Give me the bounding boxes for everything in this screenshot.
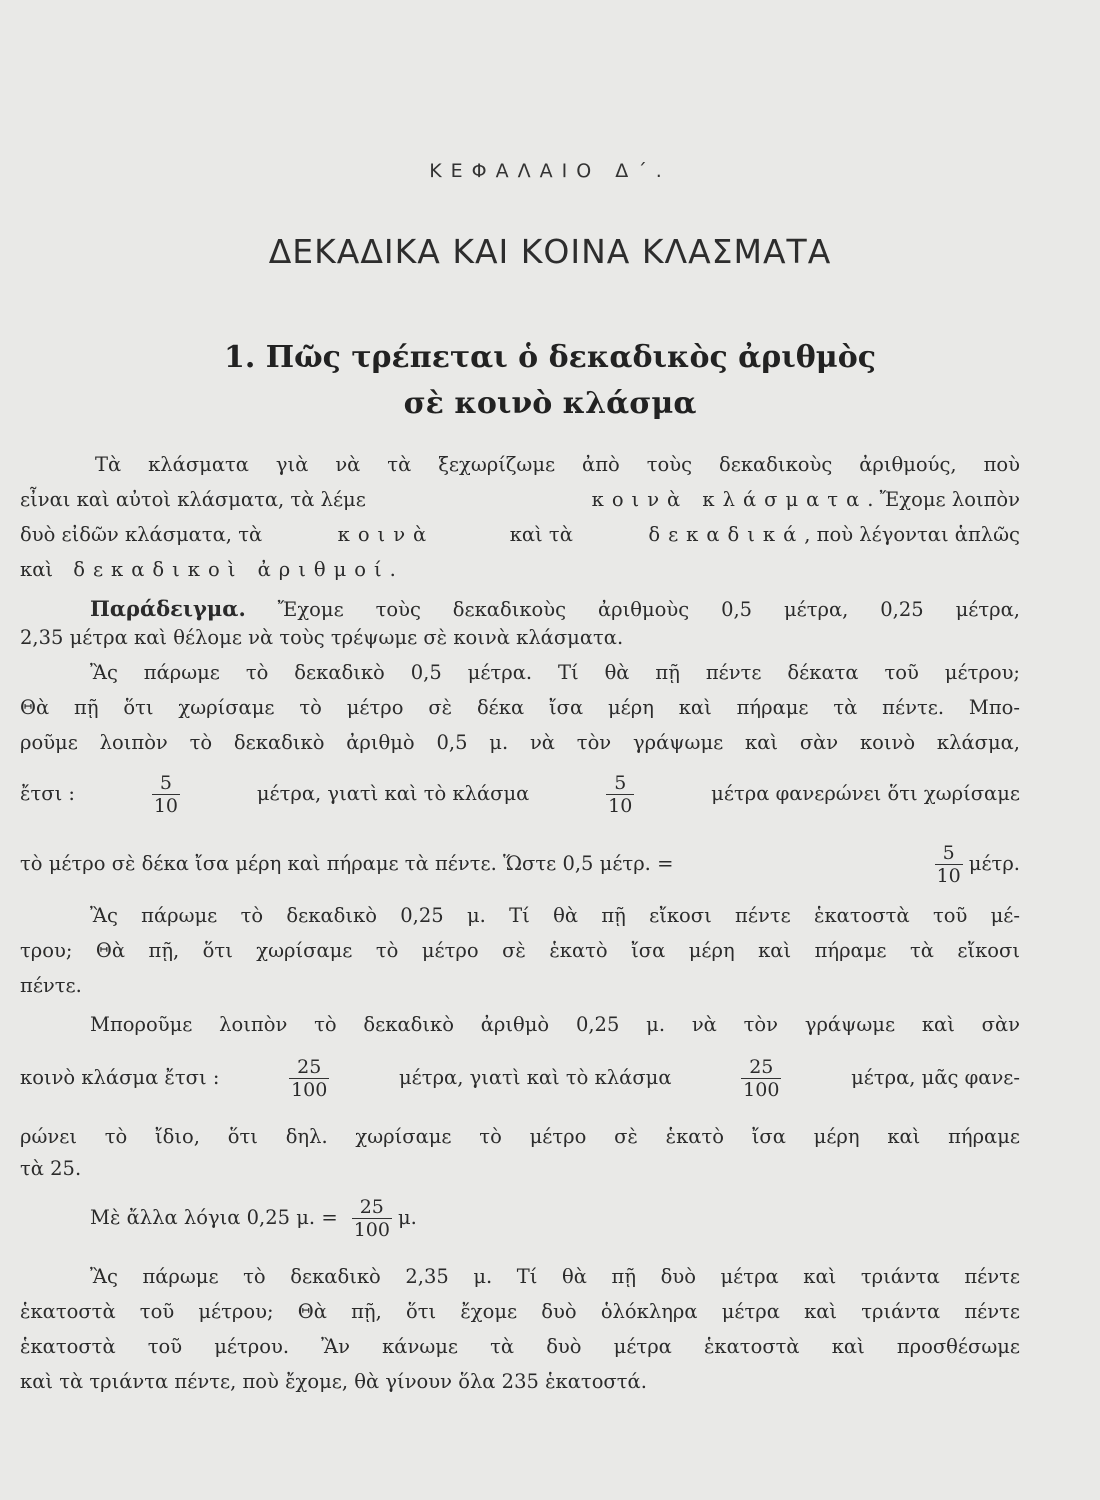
- paragraph-line: Ἂς πάρωμε τὸ δεκαδικὸ 0,25 μ. Τί θὰ πῇ εἴκοσι πέντε ἑκατοστὰ τοῦ μέ-: [90, 904, 1020, 927]
- paragraph-line: Τὰ κλάσματα γιὰ νὰ τὰ ξεχωρίζωμε ἀπὸ τοὺς δεκαδικοὺς ἀριθμούς, ποὺ: [95, 453, 1020, 476]
- text-span: μέτρα φανερώνει ὅτι χωρίσαμε: [711, 782, 1020, 805]
- chapter-label: ΚΕΦΑΛΑΙΟ Δ΄.: [429, 160, 671, 182]
- paragraph-line: πέντε.: [20, 974, 82, 997]
- fraction-numerator: 5: [159, 771, 172, 794]
- text-span: .: [389, 558, 396, 581]
- fraction: [289, 1056, 329, 1101]
- text-span: μ.: [397, 1206, 417, 1229]
- text-span: μέτρα, γιατὶ καὶ τὸ κλάσμα: [256, 782, 530, 805]
- fraction: [152, 772, 180, 817]
- text-span: εἶναι καὶ αὐτοὶ κλάσματα, τὰ λέμε: [20, 488, 366, 511]
- text-span: Μὲ ἄλλα λόγια 0,25 μ. =: [90, 1206, 338, 1229]
- fraction: [935, 842, 963, 887]
- text-span: κοινὸ κλάσμα ἔτσι :: [20, 1066, 220, 1089]
- paragraph-line: [20, 557, 1020, 583]
- paragraph-line: [20, 487, 1020, 513]
- paragraph-line: [20, 768, 1020, 820]
- text-span: , ποὺ λέγονται ἁπλῶς: [804, 523, 1020, 546]
- section-heading-line-1: 1. Πῶς τρέπεται ὁ δεκαδικὸς ἀριθμὸς: [224, 340, 876, 375]
- emphasis-text: κοινὰ κλάσματα: [591, 488, 868, 511]
- paragraph-line: καὶ τὰ τριάντα πέντε, ποὺ ἔχομε, θὰ γίνουν ὅλα 235 ἑκατοστά.: [20, 1370, 647, 1393]
- paragraph-line: [20, 1052, 1020, 1104]
- paragraph-line: ρώνει τὸ ἴδιο, ὅτι δηλ. χωρίσαμε τὸ μέτρο σὲ ἑκατὸ ἴσα μέρη καὶ πήραμε: [20, 1125, 1020, 1148]
- text-span: καὶ τὰ: [509, 523, 573, 546]
- text-span: δυὸ εἰδῶν κλάσματα, τὰ: [20, 523, 263, 546]
- text-span: . Ἔχομε λοιπὸν: [867, 488, 1020, 511]
- fraction-numerator: 25: [749, 1055, 774, 1078]
- fraction: [352, 1196, 392, 1241]
- fraction-numerator: 25: [297, 1055, 322, 1078]
- text-span: μέτρ.: [968, 852, 1020, 875]
- text-span: μέτρα, μᾶς φανε-: [851, 1066, 1020, 1089]
- fraction-numerator: 5: [942, 841, 955, 864]
- fraction-denominator: 10: [936, 864, 961, 887]
- paragraph-line: Μποροῦμε λοιπὸν τὸ δεκαδικὸ ἀριθμὸ 0,25 μ. νὰ τὸν γράψωμε καὶ σὰν: [90, 1013, 1020, 1036]
- example-label: Παράδειγμα.: [90, 596, 246, 621]
- fraction-denominator: 100: [353, 1218, 390, 1241]
- text-span: μέτρα, γιατὶ καὶ τὸ κλάσμα: [399, 1066, 672, 1089]
- paragraph-line: [20, 838, 1020, 890]
- paragraph-line: ἑκατοστὰ τοῦ μέτρου. Ἂν κάνωμε τὰ δυὸ μέτρα ἑκατοστὰ καὶ προσθέσωμε: [20, 1335, 1020, 1358]
- section-heading-line-2: σὲ κοινὸ κλάσμα: [403, 386, 697, 421]
- fraction-numerator: 5: [614, 771, 627, 794]
- fraction-denominator: 10: [608, 794, 633, 817]
- paragraph-line: [90, 596, 1020, 623]
- text-span: Ἔχομε τοὺς δεκαδικοὺς ἀριθμοὺς 0,5 μέτρα, 0,25 μέτρα,: [277, 598, 1020, 621]
- paragraph-line: Ἂς πάρωμε τὸ δεκαδικὸ 2,35 μ. Τί θὰ πῇ δυὸ μέτρα καὶ τριάντα πέντε: [90, 1265, 1020, 1288]
- chapter-title: ΔΕΚΑΔΙΚΑ ΚΑΙ ΚΟΙΝΑ ΚΛΑΣΜΑΤΑ: [268, 232, 832, 271]
- paragraph-line: [20, 522, 1020, 548]
- paragraph-line: τρου; Θὰ πῇ, ὅτι χωρίσαμε τὸ μέτρο σὲ ἑκατὸ ἴσα μέρη καὶ πήραμε τὰ εἴκοσι: [20, 939, 1020, 962]
- fraction-denominator: 10: [153, 794, 178, 817]
- paragraph-line: τὰ 25.: [20, 1157, 82, 1180]
- text-span: καὶ: [20, 558, 54, 581]
- paragraph-line: [90, 1192, 1090, 1244]
- fraction: [741, 1056, 781, 1101]
- emphasis-text: δεκαδικοὶ ἀριθμοί: [73, 558, 390, 581]
- emphasis-text: κοινὰ: [337, 523, 435, 546]
- text-span: τὸ μέτρο σὲ δέκα ἴσα μέρη καὶ πήραμε τὰ πέντε. Ὥστε 0,5 μέτρ. =: [20, 852, 674, 875]
- text-span: ἔτσι :: [20, 782, 75, 805]
- paragraph-line: Ἂς πάρωμε τὸ δεκαδικὸ 0,5 μέτρα. Τί θὰ πῇ πέντε δέκατα τοῦ μέτρου;: [90, 661, 1020, 684]
- fraction-denominator: 100: [291, 1078, 328, 1101]
- paragraph-line: Θὰ πῇ ὅτι χωρίσαμε τὸ μέτρο σὲ δέκα ἴσα μέρη καὶ πήραμε τὰ πέντε. Μπο-: [20, 696, 1020, 719]
- fraction-denominator: 100: [743, 1078, 780, 1101]
- paragraph-line: 2,35 μέτρα καὶ θέλομε νὰ τοὺς τρέψωμε σὲ κοινὰ κλάσματα.: [20, 626, 624, 649]
- fraction: [606, 772, 634, 817]
- paragraph-line: ἑκατοστὰ τοῦ μέτρου; Θὰ πῇ, ὅτι ἔχομε δυὸ ὁλόκληρα μέτρα καὶ τριάντα πέντε: [20, 1300, 1020, 1323]
- fraction-numerator: 25: [359, 1195, 384, 1218]
- emphasis-text: δεκαδικά: [648, 523, 805, 546]
- paragraph-line: ροῦμε λοιπὸν τὸ δεκαδικὸ ἀριθμὸ 0,5 μ. νὰ τὸν γράψωμε καὶ σὰν κοινὸ κλάσμα,: [20, 731, 1020, 754]
